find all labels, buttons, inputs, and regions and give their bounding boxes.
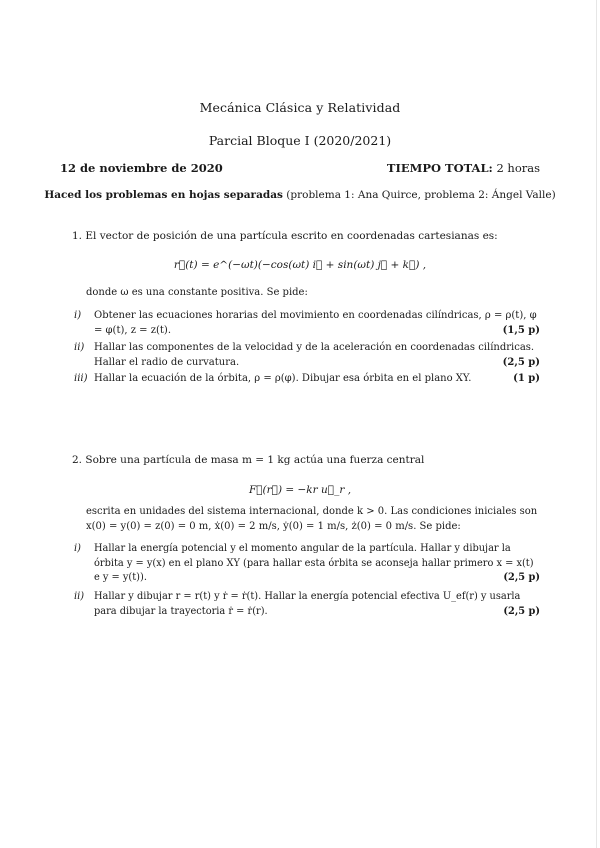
item-points: (2,5 p)	[502, 357, 540, 368]
problem-2-intro-text: Sobre una partícula de masa m = 1 kg actúa una fuerza central	[85, 454, 425, 466]
item-label: i)	[74, 310, 82, 321]
problem-2-item-1	[74, 542, 540, 586]
problem-2-equation: F⃗(r⃗) = −kr u⃗_r ,	[248, 484, 352, 496]
item-text: Hallar las componentes de la velocidad y de la aceleración en coordenadas cilíndricas. Hallar el radio de curvatura.	[94, 342, 535, 368]
item-label: i)	[74, 543, 81, 554]
item-text: Hallar y dibujar r = r(t) y ṙ = ṙ(t). Hallar la energía potencial efectiva U_ef(r) y usarla para dibujar la trayectoria ṙ = ṙ(r).	[94, 591, 521, 617]
instructions-bold: Haced los problemas en hojas separadas	[44, 189, 283, 201]
total-time-label: TIEMPO TOTAL:	[386, 161, 493, 175]
item-points: (2,5 p)	[503, 572, 540, 584]
item-points: (1,5 p)	[502, 325, 540, 336]
item-points: (2,5 p)	[503, 605, 540, 617]
course-title: Mecánica Clásica y Relatividad	[199, 100, 401, 115]
problem-1-item-1	[74, 308, 540, 338]
problem-1-item-2	[74, 340, 540, 370]
problem-1-item-3	[74, 371, 540, 386]
exam-subtitle: Parcial Bloque I (2020/2021)	[208, 133, 392, 148]
scan-edge-divider	[596, 0, 597, 848]
problem-1-intro	[72, 229, 540, 244]
item-label: iii)	[74, 373, 88, 384]
instructions	[0, 189, 600, 201]
item-text: Hallar la energía potencial y el momento angular de la partícula. Hallar y dibujar la órbita y = y(x) en el plano XY (para hallar esta órbita se aconseja hallar primero x = x(t) e y = y(t)).	[94, 543, 534, 584]
item-text: Obtener las ecuaciones horarias del movimiento en coordenadas cilíndricas, ρ = ρ(t), φ = φ(t), z = z(t).	[94, 310, 537, 336]
problem-2-condition: escrita en unidades del sistema internacional, donde k > 0. Las condiciones iniciales son x(0) = y(0) = z(0) = 0 m, ẋ(0) = 2 m/s, ẏ(0) = 1 m/s, ż(0) = 0 m/s. Se pide:	[86, 506, 538, 532]
problem-1-number: 1.	[72, 230, 83, 242]
item-points: (1 p)	[513, 373, 540, 384]
problem-1-intro-text: El vector de posición de una partícula escrito en coordenadas cartesianas es:	[85, 230, 498, 242]
total-time-value: 2 horas	[496, 161, 540, 175]
item-label: ii)	[74, 591, 85, 602]
item-label: ii)	[74, 342, 85, 353]
total-time	[387, 161, 540, 175]
problem-2-intro	[72, 453, 540, 468]
item-text: Hallar la ecuación de la órbita, ρ = ρ(φ). Dibujar esa órbita en el plano XY.	[94, 373, 472, 384]
instructions-rest: (problema 1: Ana Quirce, problema 2: Ángel Valle)	[286, 189, 556, 201]
problem-2-number: 2.	[72, 454, 83, 466]
problem-1-condition: donde ω es una constante positiva. Se pide:	[86, 287, 308, 298]
exam-date: 12 de noviembre de 2020	[60, 161, 223, 175]
problem-2-item-2	[74, 590, 540, 619]
problem-1-equation: r⃗(t) = e^(−ωt)(−cos(ωt) i⃗ + sin(ωt) j⃗ + k⃗) ,	[173, 259, 427, 271]
